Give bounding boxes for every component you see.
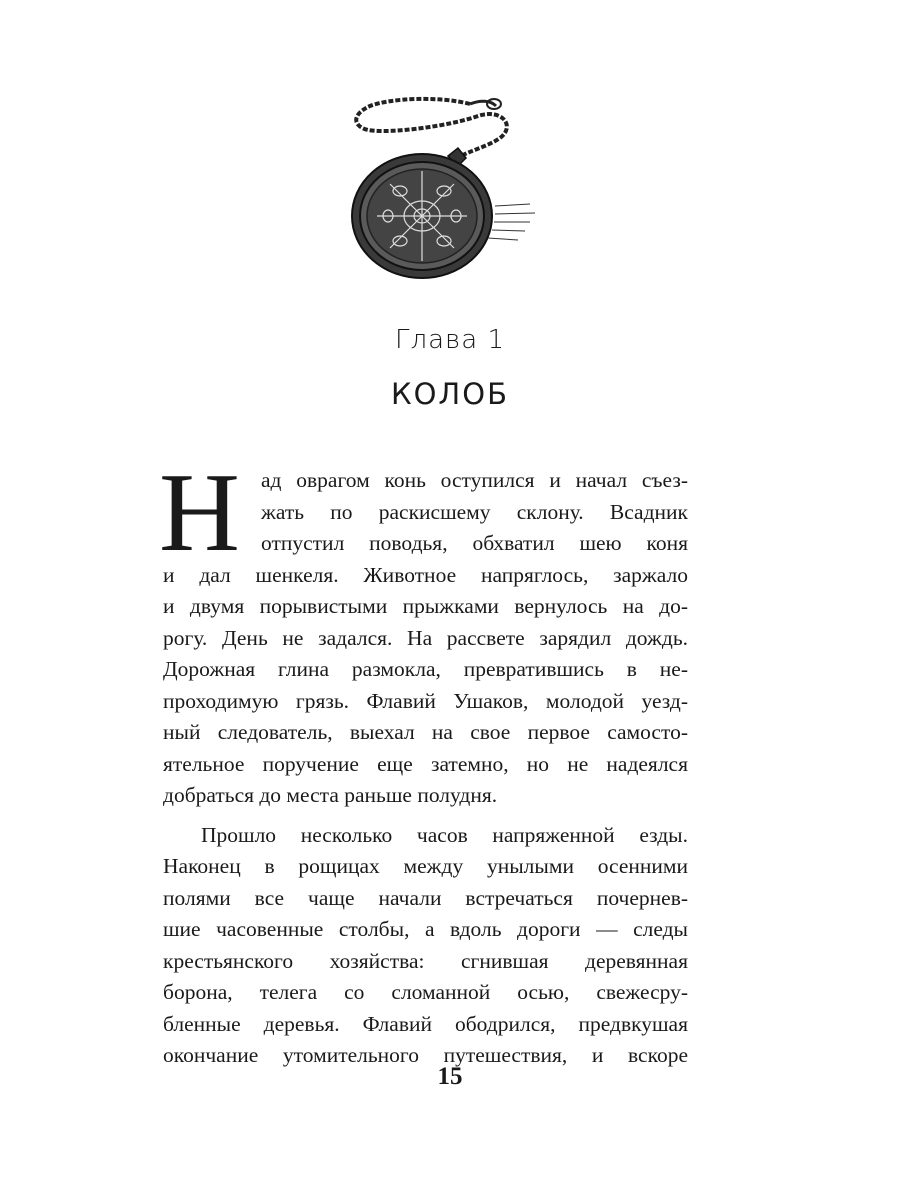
text-line: окончание утомительного путешествия, и вскоре: [163, 1043, 688, 1067]
text-line: Наконец в рощицах между унылыми осенними: [163, 854, 688, 878]
text-line: шие часовенные столбы, а вдоль дороги — следы: [163, 917, 688, 941]
text-line: ад оврагом конь оступился и начал съез-: [261, 468, 688, 492]
text-line: крестьянского хозяйства: сгнившая деревянная: [163, 948, 688, 973]
drop-cap: Н: [159, 451, 240, 575]
text-line: полями все чаще начали встречаться почернев-: [163, 885, 688, 910]
text-line: жать по раскисшему склону. Всадник: [261, 499, 688, 524]
body-text: [159, 451, 688, 1072]
text-line: рогу. День не задался. На рассвете зарядил дождь.: [163, 625, 688, 650]
text-line: бленные деревья. Флавий ободрился, предвкушая: [163, 1011, 688, 1036]
text-line: проходимую грязь. Флавий Ушаков, молодой уезд-: [163, 688, 688, 713]
text-line: и двумя порывистыми прыжками вернулось на до-: [163, 594, 688, 618]
page-number: 15: [437, 1063, 463, 1090]
text-line: ятельное поручение еще затемно, но не надеялся: [163, 751, 688, 776]
text-line: добраться до места раньше полудня.: [163, 783, 498, 807]
chapter-title: КОЛОБ: [391, 377, 509, 411]
text-line: ный следователь, выехал на свое первое самосто-: [163, 720, 688, 744]
pendant-illustration: [330, 86, 560, 286]
pocket-watch-medallion-icon: [330, 86, 560, 286]
text-line: борона, телега со сломанной осью, свежесру-: [163, 980, 688, 1004]
text-line: и дал шенкеля. Животное напряглось, заржало: [163, 562, 688, 587]
text-line: Прошло несколько часов напряженной езды.: [201, 822, 688, 847]
chapter-number: Глава 1: [394, 325, 505, 355]
text-line: отпустил поводья, обхватил шею коня: [261, 531, 688, 555]
text-line: Дорожная глина размокла, превратившись в не-: [163, 657, 688, 681]
